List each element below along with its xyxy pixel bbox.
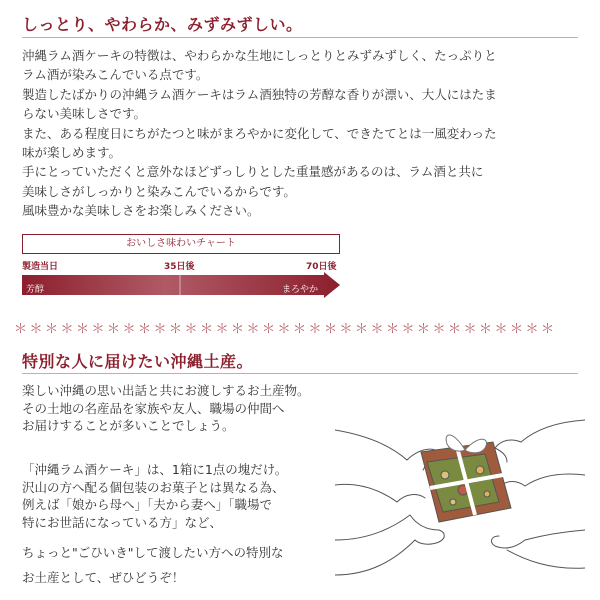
section-title-moist: しっとり、やわらか、みずみずしい。 xyxy=(22,15,303,34)
chart-label-mid: 35日後 xyxy=(164,262,195,272)
arrow-label-rich: 芳醇 xyxy=(26,285,45,295)
section-title-souvenir: 特別な人に届けたい沖縄土産。 xyxy=(22,352,254,371)
paragraph-line: また、ある程度日にちがたつと味がまろやかに変化して、できたてとは一風変わった xyxy=(22,125,497,141)
feature-paragraph xyxy=(22,46,582,221)
paragraph-line: 美味しさがしっかりと染みこんでいるからです。 xyxy=(22,183,296,199)
paragraph-line: お土産として、ぜひどうぞ！ xyxy=(22,570,185,585)
flavor-chart-title: おいしさ味わいチャート xyxy=(22,234,340,254)
paragraph-line: 楽しい沖縄の思い出話と共にお渡しするお土産物。 xyxy=(22,383,310,398)
paragraph-line: らない美味しさです。 xyxy=(22,106,147,122)
chart-label-end: 70日後 xyxy=(306,262,337,272)
chart-label-start: 製造当日 xyxy=(22,262,59,272)
paragraph-line: 「沖縄ラム酒ケーキ」は、1箱に1点の塊だけ。 xyxy=(22,462,288,477)
souvenir-paragraph-1 xyxy=(22,382,332,435)
paragraph-line: お届けすることが多いことでしょう。 xyxy=(22,418,235,433)
paragraph-line: 手にとっていただくと意外なほどずっしりとした重量感があるのは、ラム酒と共に xyxy=(22,164,484,180)
gift-exchange-illustration xyxy=(335,390,585,590)
paragraph-line: 特にお世話になっている方」など、 xyxy=(22,514,223,530)
paragraph-line: 沖縄ラム酒ケーキの特徴は、やわらかな生地にしっとりとみずみずしく、たっぷりと xyxy=(22,48,497,63)
paragraph-line: 風味豊かな美味しさをお楽しみください。 xyxy=(22,203,260,219)
souvenir-paragraph-3 xyxy=(22,540,332,590)
paragraph-line: ラム酒が染みこんでいる点です。 xyxy=(22,67,209,83)
title-underline xyxy=(22,37,578,38)
paragraph-line: 製造したばかりの沖縄ラム酒ケーキはラム酒独特の芳醇な香りが漂い、大人にはたま xyxy=(22,86,497,102)
souvenir-paragraph-2 xyxy=(22,461,332,531)
paragraph-line: 味が楽しめます。 xyxy=(22,145,122,161)
arrow-label-mellow: まろやか xyxy=(282,285,319,295)
title-underline xyxy=(22,373,578,374)
paragraph-line: その土地の名産品を家族や友人、職場の仲間へ xyxy=(22,400,285,416)
paragraph-line: 沢山の方へ配る個包装のお菓子とは異なる為、 xyxy=(22,479,285,495)
asterisk-divider: ＊＊＊＊＊＊＊＊＊＊＊＊＊＊＊＊＊＊＊＊＊＊＊＊＊＊＊＊＊＊＊＊＊＊＊ xyxy=(14,322,557,337)
paragraph-line: 例えば「娘から母へ」「夫から妻へ」「職場で xyxy=(22,497,273,512)
paragraph-line: ちょっと"ごひいき"して渡したい方への特別な xyxy=(22,545,284,560)
